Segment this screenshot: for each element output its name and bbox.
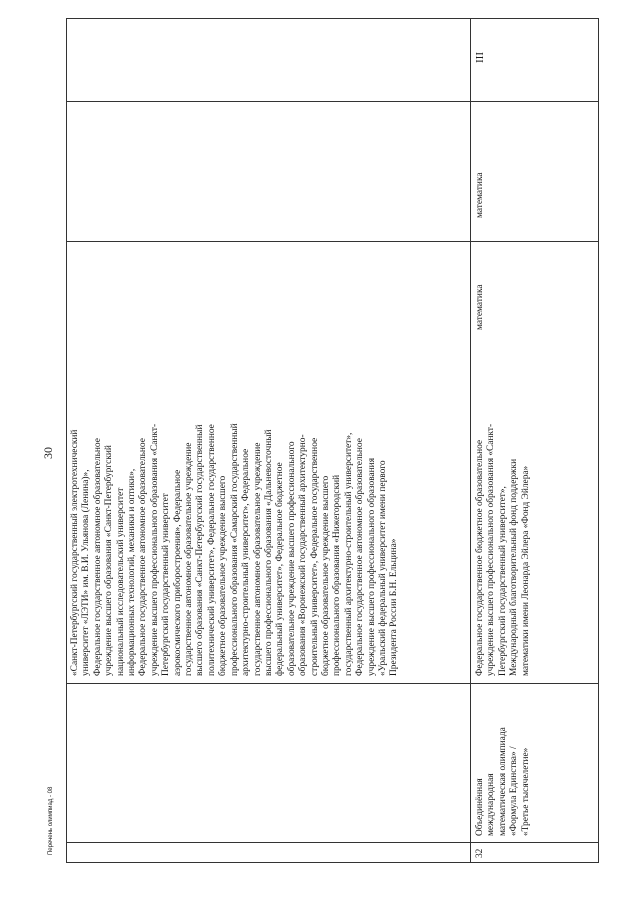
organizer-line: Федеральное государственное бюджетное образовательное	[475, 439, 485, 676]
organizer-line: профессионального образования «Нижегородский	[332, 474, 343, 676]
organizer-line: федеральный университет», Федеральное бюджетное	[275, 462, 286, 676]
subject-cell	[475, 128, 486, 218]
organizer-line: учреждение высшего профессионального образования «Санкт-	[486, 423, 497, 676]
organizer-line: Федеральное государственное автономное образовательное	[355, 438, 366, 676]
olympiad-name-cell	[475, 686, 532, 836]
organizer-line: государственное автономное образовательное учреждение	[252, 442, 263, 676]
organizer-line: высшего профессионального образования «Дальневосточный	[263, 429, 274, 676]
organizer-line: профессионального образования «Самарский государственный	[229, 423, 240, 676]
organizer-line: математики имени Леонарда Эйлера «Фонд Эйлера»	[520, 465, 531, 676]
olympiad-name-line: математическая олимпиада	[497, 727, 508, 836]
organizer-line: «Санкт-Петербургский государственный электротехнический	[70, 429, 80, 676]
organizer-line: политехнический университет», Федеральное государственное	[206, 424, 217, 676]
organizer-line: «Уральский федеральный университет имени первого	[377, 460, 388, 676]
organizer-line: учреждение высшего профессионального образования «Санкт-	[149, 423, 160, 676]
document-footer: Перечень олимпиад - 08	[48, 786, 54, 855]
row-number-cell	[475, 844, 486, 858]
organizers-top-cell	[70, 244, 401, 676]
organizer-line: строительный университет», Федеральное государственное	[309, 437, 320, 676]
organizer-line: учреждение высшего профессионального образования	[366, 457, 377, 676]
organizer-line: аэрокосмического приборостроения», Федеральное	[172, 469, 183, 676]
organizer-line: национальный исследовательский университет	[115, 487, 126, 676]
organizer-line: Петербургский государственный университет	[161, 493, 172, 676]
organizer-line: государственное автономное образовательное учреждение	[184, 442, 195, 676]
row-number: 32	[475, 848, 485, 858]
level-value: III	[474, 52, 486, 63]
organizer-line: университет «ЛЭТИ» им. В.И. Ульянова (Ленина)»,	[81, 469, 92, 676]
olympiad-name-line: Объединённая	[475, 778, 485, 836]
organizer-line: Петербургский государственный университет»,	[497, 486, 508, 676]
profile-value: математика	[475, 284, 485, 330]
page-number: 30	[41, 447, 55, 459]
organizer-line: бюджетное образовательное учреждение высшего	[218, 475, 229, 676]
organizer-line: образования «Воронежский государственный архитектурно-	[298, 434, 309, 676]
level-cell	[475, 43, 486, 63]
olympiad-name-line: «Третье тысячелетие»	[520, 747, 531, 836]
organizer-line: образовательное учреждение высшего профессионального	[286, 441, 297, 676]
organizer-line: государственный архитектурно-строительный университет»,	[343, 432, 354, 676]
organizer-line: Международный благотворительный фонд поддержки	[509, 458, 520, 676]
subject-value: математика	[475, 172, 485, 218]
organizer-line: архитектурно-строительный университет», Федеральное	[241, 448, 252, 676]
organizer-line: Президента России Б.Н. Ельцина»	[389, 538, 400, 676]
profile-cell	[475, 240, 486, 330]
olympiad-name-line: международная	[486, 773, 497, 836]
organizer-line: Федеральное государственное автономное образовательное	[92, 438, 103, 676]
organizer-line: Федеральное государственное автономное образовательное	[138, 438, 149, 676]
organizer-line: информационных технологий, механики и оптики»,	[127, 468, 138, 676]
organizer-line: учреждение высшего образования «Санкт-Петербургский	[104, 445, 115, 676]
olympiad-name-line: «Формула Единства» /	[509, 746, 520, 836]
organizer-line: бюджетное образовательное учреждение высшего	[320, 475, 331, 676]
organizer-line: высшего образования «Санкт-Петербургский государственный	[195, 424, 206, 676]
